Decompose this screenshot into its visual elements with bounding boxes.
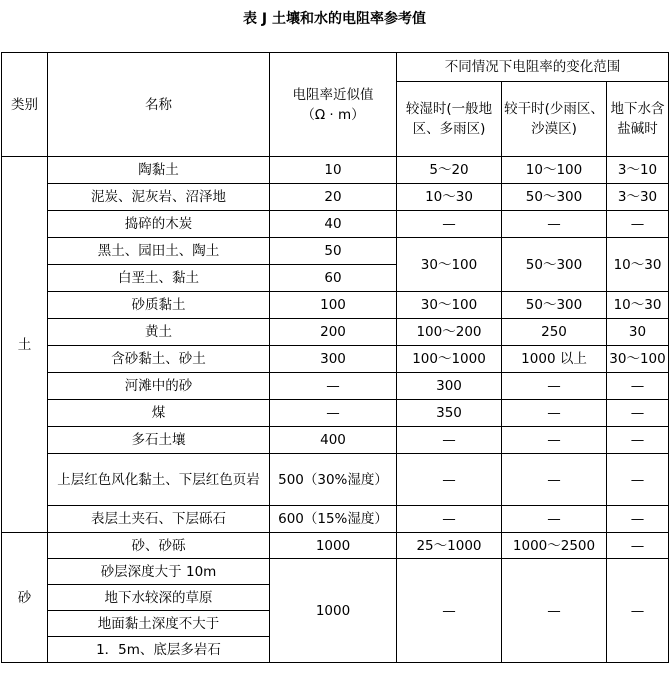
row-name: 黑土、园田土、陶土 [48, 238, 270, 265]
row-dry: 50～300 [502, 292, 607, 319]
table-row [2, 319, 669, 346]
table-row [2, 427, 669, 454]
row-saline: — [607, 454, 669, 506]
row-saline: — [607, 211, 669, 238]
row-value: 600（15%湿度） [270, 506, 397, 533]
header-name: 名称 [48, 53, 270, 157]
row-value: 60 [270, 265, 397, 292]
header-resistivity-unit: （Ω · m） [301, 106, 365, 123]
row-value: — [270, 400, 397, 427]
row-wet: 30～100 [397, 292, 502, 319]
row-saline: 10～30 [607, 292, 669, 319]
row-saline: 10～30 [607, 238, 669, 292]
table-row [2, 211, 669, 238]
table-row [2, 157, 669, 184]
row-name: 泥炭、泥灰岩、沼泽地 [48, 184, 270, 211]
row-value: 500（30%湿度） [270, 454, 397, 506]
header-resistivity-label: 电阻率近似值 [292, 86, 374, 103]
row-wet: 350 [397, 400, 502, 427]
row-wet: 5～20 [397, 157, 502, 184]
row-dry: 1000 以上 [502, 346, 607, 373]
row-value: 400 [270, 427, 397, 454]
table-row [2, 373, 669, 400]
table-row [2, 292, 669, 319]
row-wet: — [397, 454, 502, 506]
row-dry: — [502, 373, 607, 400]
row-name: 多石土壤 [48, 427, 270, 454]
row-wet: — [397, 506, 502, 533]
row-saline: 30 [607, 319, 669, 346]
row-wet: 30～100 [397, 238, 502, 292]
row-value: 200 [270, 319, 397, 346]
header-dry: 较干时(少雨区、沙漠区) [502, 82, 607, 157]
row-name: 地面黏土深度不大于 [48, 611, 270, 637]
category-soil: 土 [2, 157, 48, 533]
row-dry: 250 [502, 319, 607, 346]
row-dry: — [502, 454, 607, 506]
row-name: 含砂黏土、砂土 [48, 346, 270, 373]
header-wet: 较湿时(一般地区、多雨区) [397, 82, 502, 157]
header-saline: 地下水含盐碱时 [607, 82, 669, 157]
row-saline: — [607, 506, 669, 533]
group-saline: — [607, 559, 669, 663]
group-wet: — [397, 559, 502, 663]
resistivity-table [1, 52, 669, 663]
row-wet: 25～1000 [397, 533, 502, 559]
table-row [2, 454, 669, 506]
category-sand: 砂 [2, 533, 48, 663]
row-value: 10 [270, 157, 397, 184]
row-name: 砂层深度大于 10m [48, 559, 270, 585]
row-saline: — [607, 427, 669, 454]
row-wet: — [397, 427, 502, 454]
row-value: — [270, 373, 397, 400]
table-row [2, 506, 669, 533]
row-dry: 10～100 [502, 157, 607, 184]
row-value: 1000 [270, 533, 397, 559]
row-name: 白垩土、黏土 [48, 265, 270, 292]
row-dry: — [502, 400, 607, 427]
row-name: 陶黏土 [48, 157, 270, 184]
row-dry: 1000～2500 [502, 533, 607, 559]
row-value: 50 [270, 238, 397, 265]
row-value: 40 [270, 211, 397, 238]
row-dry: 50～300 [502, 184, 607, 211]
table-row [2, 533, 669, 559]
row-wet: 10～30 [397, 184, 502, 211]
row-name: 煤 [48, 400, 270, 427]
row-saline: — [607, 400, 669, 427]
header-row-1 [2, 53, 669, 82]
table-row [2, 346, 669, 373]
row-name: 上层红色风化黏土、下层红色页岩 [48, 454, 270, 506]
page-title: 表 J 土壤和水的电阻率参考值 [243, 11, 426, 27]
row-name: 砂、砂砾 [48, 533, 270, 559]
row-saline: 3～30 [607, 184, 669, 211]
row-name: 砂质黏土 [48, 292, 270, 319]
row-value: 300 [270, 346, 397, 373]
row-saline: 3～10 [607, 157, 669, 184]
row-wet: 100～200 [397, 319, 502, 346]
header-resistivity [270, 53, 397, 157]
row-name: 地下水较深的草原 [48, 585, 270, 611]
table-row [2, 559, 669, 585]
row-name: 1．5m、底层多岩石 [48, 637, 270, 663]
row-dry: — [502, 427, 607, 454]
table-row [2, 400, 669, 427]
row-dry: — [502, 506, 607, 533]
row-dry: — [502, 211, 607, 238]
header-range-group: 不同情况下电阻率的变化范围 [397, 53, 669, 82]
row-saline: — [607, 533, 669, 559]
row-name: 河滩中的砂 [48, 373, 270, 400]
row-wet: — [397, 211, 502, 238]
row-name: 捣碎的木炭 [48, 211, 270, 238]
row-value: 100 [270, 292, 397, 319]
row-saline: — [607, 373, 669, 400]
row-value: 20 [270, 184, 397, 211]
row-wet: 300 [397, 373, 502, 400]
row-dry: 50～300 [502, 238, 607, 292]
row-wet: 100～1000 [397, 346, 502, 373]
table-row [2, 238, 669, 265]
group-dry: — [502, 559, 607, 663]
row-name: 黄土 [48, 319, 270, 346]
table-row [2, 184, 669, 211]
group-value: 1000 [270, 559, 397, 663]
row-name: 表层土夹石、下层砾石 [48, 506, 270, 533]
header-category: 类别 [2, 53, 48, 157]
row-saline: 30～100 [607, 346, 669, 373]
